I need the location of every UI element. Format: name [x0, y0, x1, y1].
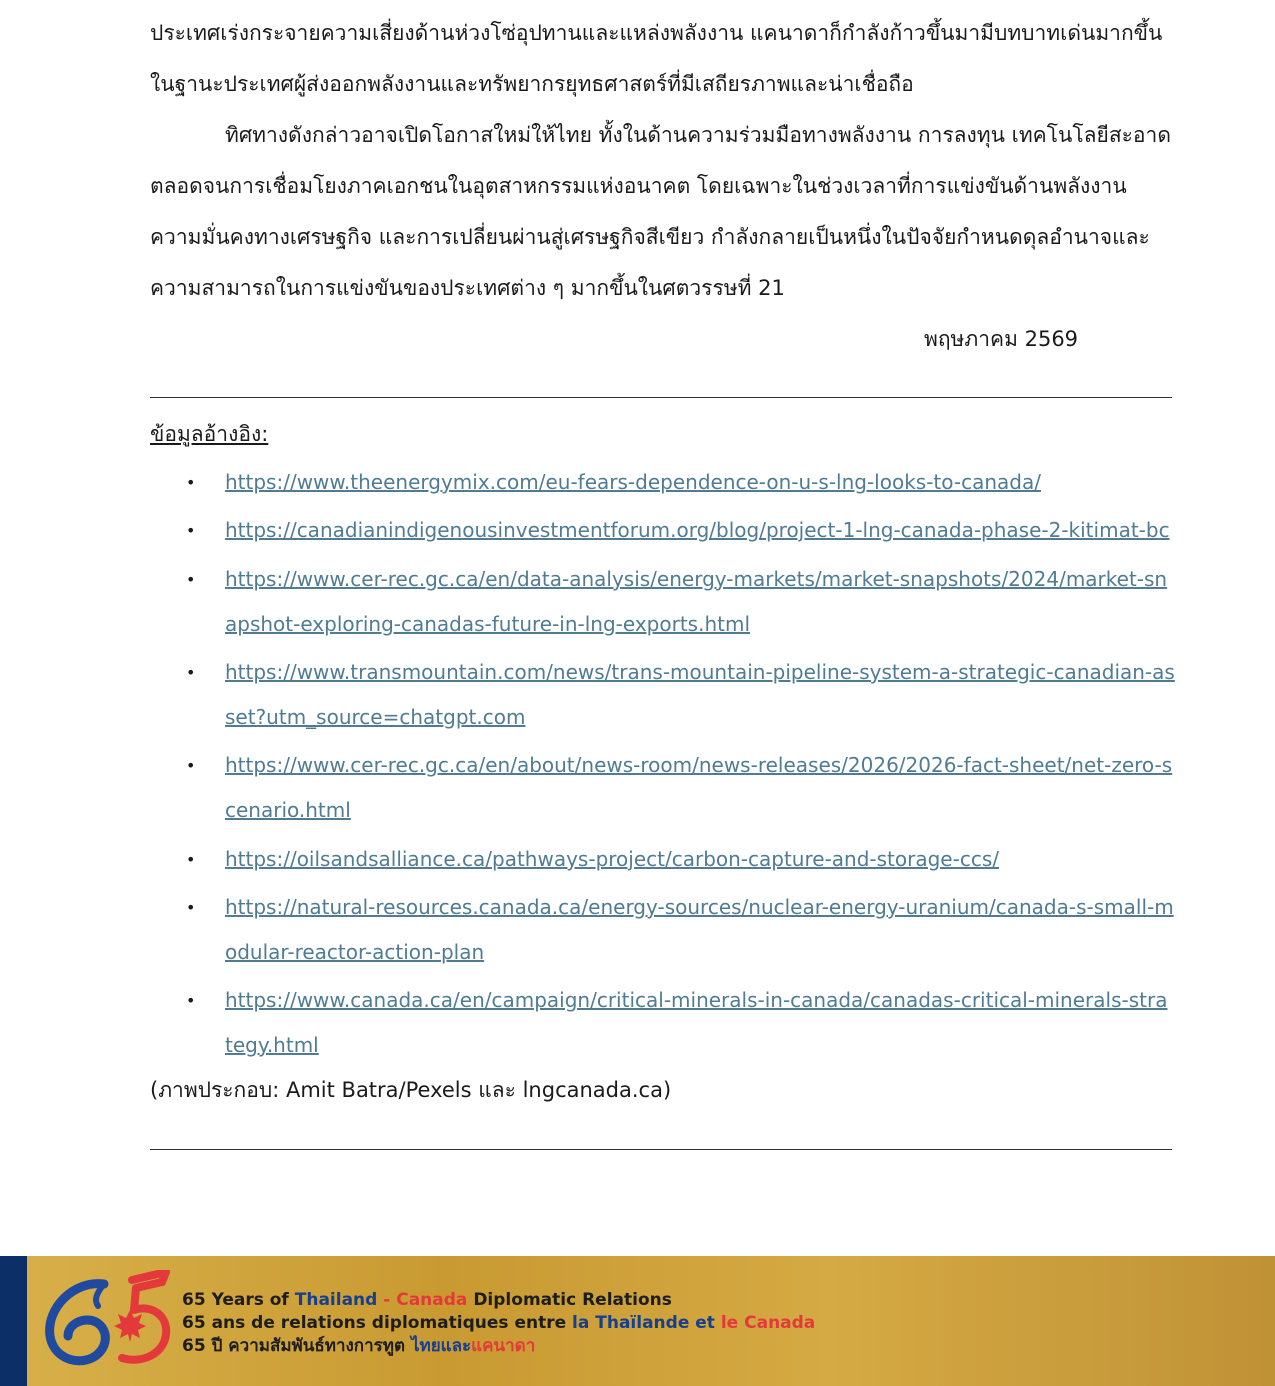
references-title: ข้อมูลอ้างอิง:	[150, 422, 269, 446]
banner-text	[182, 1289, 815, 1358]
banner-line-en	[182, 1289, 815, 1312]
article-date: พฤษภาคม 2569	[924, 327, 1079, 351]
image-caption: (ภาพประกอบ: Amit Batra/Pexels และ lngcanada.ca)	[150, 1078, 672, 1102]
anniversary-banner	[0, 1256, 1275, 1386]
body-line-2: ในฐานะประเทศผู้ส่งออกพลังงานและทรัพยากรยุทธศาสตร์ที่มีเสถียรภาพและน่าเชื่อถือ	[150, 72, 914, 96]
body-line-5: ความมั่นคงทางเศรษฐกิจ และการเปลี่ยนผ่านสู่เศรษฐกิจสีเขียว กำลังกลายเป็นหนึ่งในปัจจัยกำหนดดุลอำนาจและ	[150, 225, 1150, 249]
banner-en-dash: -	[377, 1290, 397, 1310]
reference-link-6[interactable]: https://oilsandsalliance.ca/pathways-project/carbon-capture-and-storage-ccs/	[225, 847, 999, 871]
bullet-7: •	[186, 898, 196, 917]
divider-top	[150, 397, 1172, 398]
banner-stripe	[0, 1256, 27, 1386]
banner-fr-canada: le Canada	[720, 1313, 816, 1333]
banner-fr-prefix: 65 ans de relations diplomatiques entre	[182, 1313, 573, 1333]
reference-link-2[interactable]: https://canadianindigenousinvestmentforum.org/blog/project-1-lng-canada-phase-2-kitimat-bc	[225, 518, 1170, 542]
body-line-6: ความสามารถในการแข่งขันของประเทศต่าง ๆ มากขึ้นในศตวรรษที่ 21	[150, 276, 785, 300]
bullet-3: •	[186, 570, 196, 589]
reference-link-5[interactable]: https://www.cer-rec.gc.ca/en/about/news-room/news-releases/2026/2026-fact-sheet/net-zero-scenario.html	[225, 753, 1173, 822]
bullet-8: •	[186, 991, 196, 1010]
banner-line-th	[182, 1335, 815, 1358]
banner-fr-thailande: la Thaïlande et	[572, 1313, 721, 1333]
reference-link-7[interactable]: https://natural-resources.canada.ca/energy-sources/nuclear-energy-uranium/canada-s-small-modular-reactor-action-plan	[225, 895, 1174, 964]
banner-en-suffix: Diplomatic Relations	[467, 1290, 672, 1310]
bullet-6: •	[186, 850, 196, 869]
anniversary-65-logo	[44, 1270, 174, 1372]
bullet-5: •	[186, 756, 196, 775]
banner-th-canada: แคนาดา	[471, 1336, 536, 1356]
reference-link-1[interactable]: https://www.theenergymix.com/eu-fears-dependence-on-u-s-lng-looks-to-canada/	[225, 470, 1041, 494]
reference-link-4[interactable]: https://www.transmountain.com/news/trans-mountain-pipeline-system-a-strategic-canadian-asset?utm_source=chatgpt.com	[225, 660, 1175, 729]
bullet-4: •	[186, 663, 196, 682]
banner-line-fr	[182, 1312, 815, 1335]
banner-en-canada: Canada	[396, 1290, 468, 1310]
bullet-1: •	[186, 473, 196, 492]
reference-link-3[interactable]: https://www.cer-rec.gc.ca/en/data-analysis/energy-markets/market-snapshots/2024/market-snapshot-exploring-canadas-future-in-lng-exports.html	[225, 567, 1168, 636]
reference-link-8[interactable]: https://www.canada.ca/en/campaign/critical-minerals-in-canada/canadas-critical-minerals-strategy.html	[225, 988, 1168, 1057]
body-line-1: ประเทศเร่งกระจายความเสี่ยงด้านห่วงโซ่อุปทานและแหล่งพลังงาน แคนาดาก็กำลังก้าวขึ้นมามีบทบาทเด่นมากขึ้น	[150, 21, 1163, 45]
banner-en-prefix: 65 Years of	[182, 1290, 295, 1310]
banner-th-prefix: 65 ปี ความสัมพันธ์ทางการทูต	[182, 1336, 411, 1356]
body-line-4: ตลอดจนการเชื่อมโยงภาคเอกชนในอุตสาหกรรมแห่งอนาคต โดยเฉพาะในช่วงเวลาที่การแข่งขันด้านพลังงาน	[150, 174, 1127, 198]
banner-th-thai: ไทยและ	[410, 1336, 472, 1356]
body-line-3: ทิศทางดังกล่าวอาจเปิดโอกาสใหม่ให้ไทย ทั้งในด้านความร่วมมือทางพลังงาน การลงทุน เทคโนโลยีสะอาด	[225, 123, 1171, 147]
bullet-2: •	[186, 521, 196, 540]
divider-bottom	[150, 1149, 1172, 1150]
banner-en-thailand: Thailand	[294, 1290, 378, 1310]
